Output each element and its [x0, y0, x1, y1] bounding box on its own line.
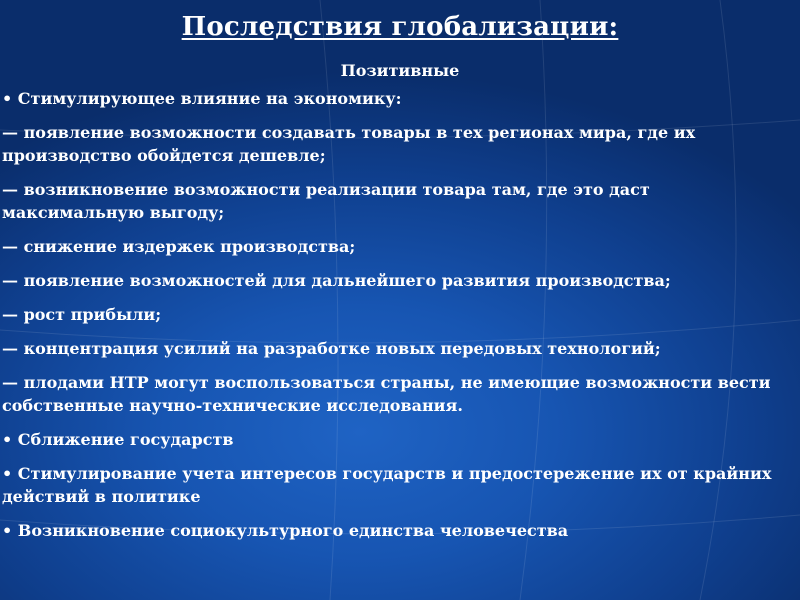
bullet-list	[0, 87, 792, 553]
list-item: — плодами НТР могут воспользоваться страны, не имеющие возможности вести собственные научно-технические исследования.	[2, 373, 771, 415]
list-item: — появление возможности создавать товары в тех регионах мира, где их производство обойдется дешевле;	[2, 123, 696, 165]
list-item: — возникновение возможности реализации товара там, где это даст максимальную выгоду;	[2, 180, 650, 222]
slide-title: Последствия глобализации:	[181, 12, 619, 42]
list-item: — концентрация усилий на разработке новых передовых технологий;	[2, 339, 661, 358]
list-item: • Стимулирование учета интересов государств и предостережение их от крайних действий в политике	[2, 464, 772, 506]
list-item: — появление возможностей для дальнейшего развития производства;	[2, 271, 671, 290]
list-item: • Возникновение социокультурного единства человечества	[2, 521, 569, 540]
list-item: — снижение издержек производства;	[2, 237, 356, 256]
list-item: — рост прибыли;	[2, 305, 162, 324]
list-item: • Сближение государств	[2, 430, 234, 449]
section-subtitle: Позитивные	[340, 61, 460, 80]
list-item: • Стимулирующее влияние на экономику:	[2, 89, 402, 108]
